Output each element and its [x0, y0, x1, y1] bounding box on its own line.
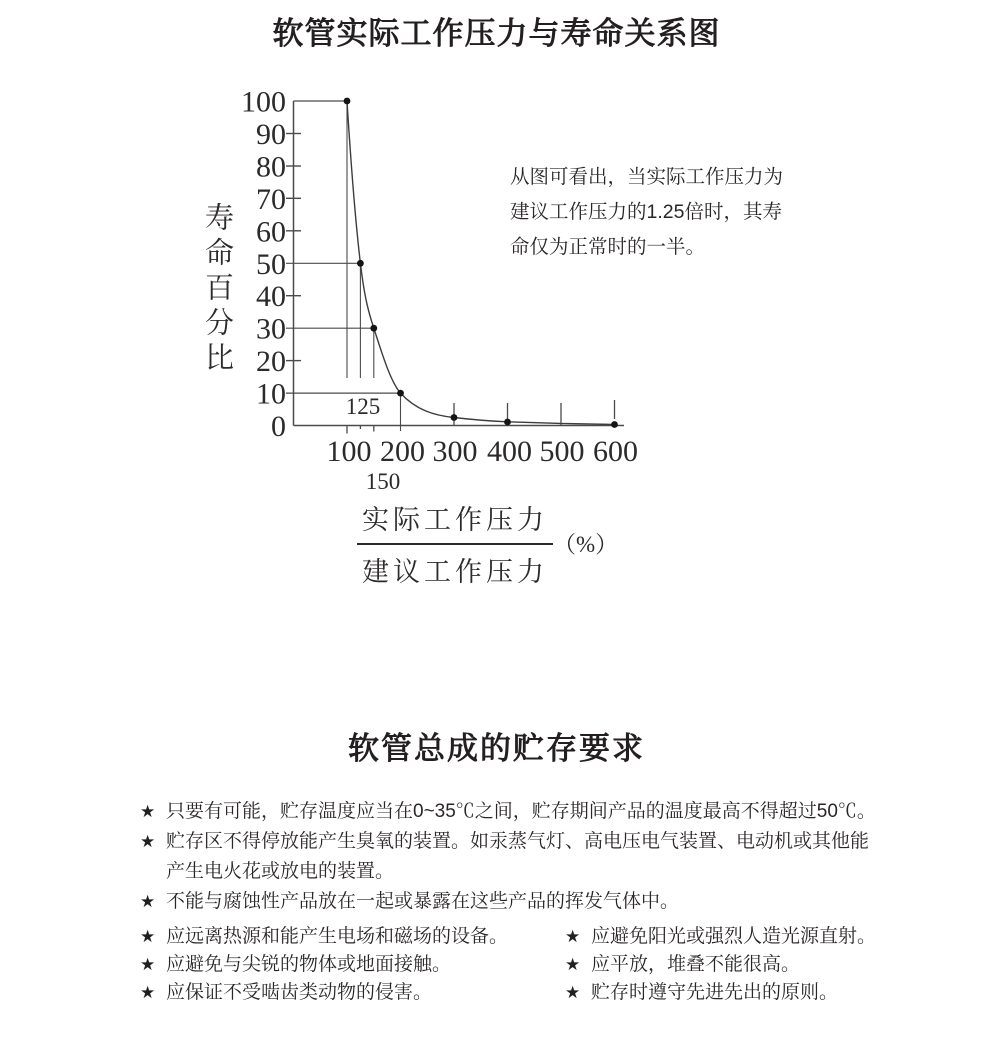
data-point-400: [504, 419, 511, 426]
bullet-text: 应避免与尖锐的物体或地面接触。: [166, 954, 452, 975]
bullet-text: 应避免阳光或强烈人造光源直射。: [591, 926, 877, 947]
storage-bullet-2-continued: [140, 857, 920, 887]
y-tick-label-80: 80: [256, 150, 286, 184]
x-tick-label-400: 400: [487, 435, 532, 468]
bullet-text: 贮存区不得停放能产生臭氧的装置。如汞蒸气灯、高电压电气装置、电动机或其他能: [166, 831, 870, 852]
pressure-life-chart: [140, 78, 885, 508]
bullet-text: 贮存时遵守先进先出的原则。: [591, 982, 839, 1003]
data-point-200-10: [397, 390, 404, 397]
sub-label-150: 150: [365, 469, 401, 494]
chart-annotation: [510, 160, 783, 265]
storage-section-heading: 软管总成的贮存要求: [348, 731, 645, 766]
data-point-150-30: [370, 325, 377, 332]
x-tick-label-300: 300: [432, 435, 478, 468]
storage-bullet-left-3: [140, 979, 565, 1007]
page-title: 软管实际工作压力与寿命关系图: [272, 16, 721, 51]
bullet-text: 不能与腐蚀性产品放在一起或暴露在这些产品的挥发气体中。: [166, 891, 680, 912]
storage-two-column-list: [140, 923, 920, 1007]
bullet-text: 应保证不受啮齿类动物的侵害。: [166, 982, 433, 1003]
bullet-text: 产生电火花或放电的装置。: [166, 861, 395, 882]
y-tick-labels: [241, 86, 286, 444]
data-point-300: [451, 414, 458, 421]
storage-bullet-right-3: [565, 979, 920, 1007]
y-tick-label-100: 100: [241, 85, 286, 119]
y-tick-label-60: 60: [256, 215, 286, 249]
data-point-600: [611, 421, 618, 428]
y-tick-label-20: 20: [256, 345, 286, 379]
percent-unit-label: （%）: [553, 532, 619, 557]
star-icon: ★: [140, 802, 156, 821]
y-tick-label-90: 90: [256, 118, 286, 151]
star-icon: ★: [140, 955, 156, 974]
fraction-numerator: 实际工作压力: [357, 498, 553, 545]
star-icon: ★: [140, 892, 156, 911]
y-tick-label-0: 0: [271, 410, 286, 443]
data-point-125-50: [357, 260, 364, 267]
x-tick-labels: [327, 435, 639, 468]
star-icon: ★: [565, 983, 581, 1002]
star-icon: ★: [565, 927, 581, 946]
y-tick-label-40: 40: [256, 280, 286, 314]
storage-bullet-1: [140, 797, 920, 827]
storage-bullet-right-2: [565, 951, 920, 979]
storage-bullet-left-2: [140, 951, 565, 979]
bullet-text: 应远离热源和能产生电场和磁场的设备。: [166, 926, 509, 947]
y-tick-label-50: 50: [256, 247, 286, 281]
x-axis-ticks: [347, 400, 615, 434]
x-tick-label-500: 500: [539, 435, 585, 468]
storage-requirements-list: [140, 797, 920, 1007]
star-icon: ★: [140, 832, 156, 851]
x-tick-label-200: 200: [380, 435, 425, 468]
star-icon: ★: [565, 955, 581, 974]
storage-bullet-3: [140, 887, 920, 917]
y-tick-label-70: 70: [256, 182, 286, 216]
y-axis-title: 寿命百分比: [201, 202, 233, 377]
sub-label-125: 125: [345, 394, 381, 419]
bullet-text: 应平放，堆叠不能很高。: [591, 954, 801, 975]
annotation-line-1: 从图可看出，当实际工作压力为: [510, 166, 784, 188]
y-tick-label-10: 10: [256, 377, 286, 411]
star-spacer: [140, 857, 166, 887]
star-icon: ★: [140, 983, 156, 1002]
star-icon: ★: [140, 927, 156, 946]
x-tick-label-100: 100: [326, 435, 372, 468]
reference-lines: [286, 101, 401, 393]
storage-bullet-left-1: [140, 923, 565, 951]
bullet-text: 只要有可能，贮存温度应当在0~35℃之间，贮存期间产品的温度最高不得超过50℃。: [166, 801, 876, 822]
fraction-denominator: 建议工作压力: [362, 557, 548, 587]
storage-bullet-right-1: [565, 923, 920, 951]
data-point-100-100: [344, 98, 351, 105]
storage-bullet-2: [140, 827, 920, 857]
y-tick-label-30: 30: [256, 312, 286, 346]
x-axis-fraction-label: [357, 498, 553, 589]
annotation-line-2: 建议工作压力的1.25倍时，其寿: [510, 201, 782, 223]
x-tick-label-600: 600: [593, 435, 638, 468]
annotation-line-3: 命仅为正常时的一半。: [510, 236, 706, 258]
